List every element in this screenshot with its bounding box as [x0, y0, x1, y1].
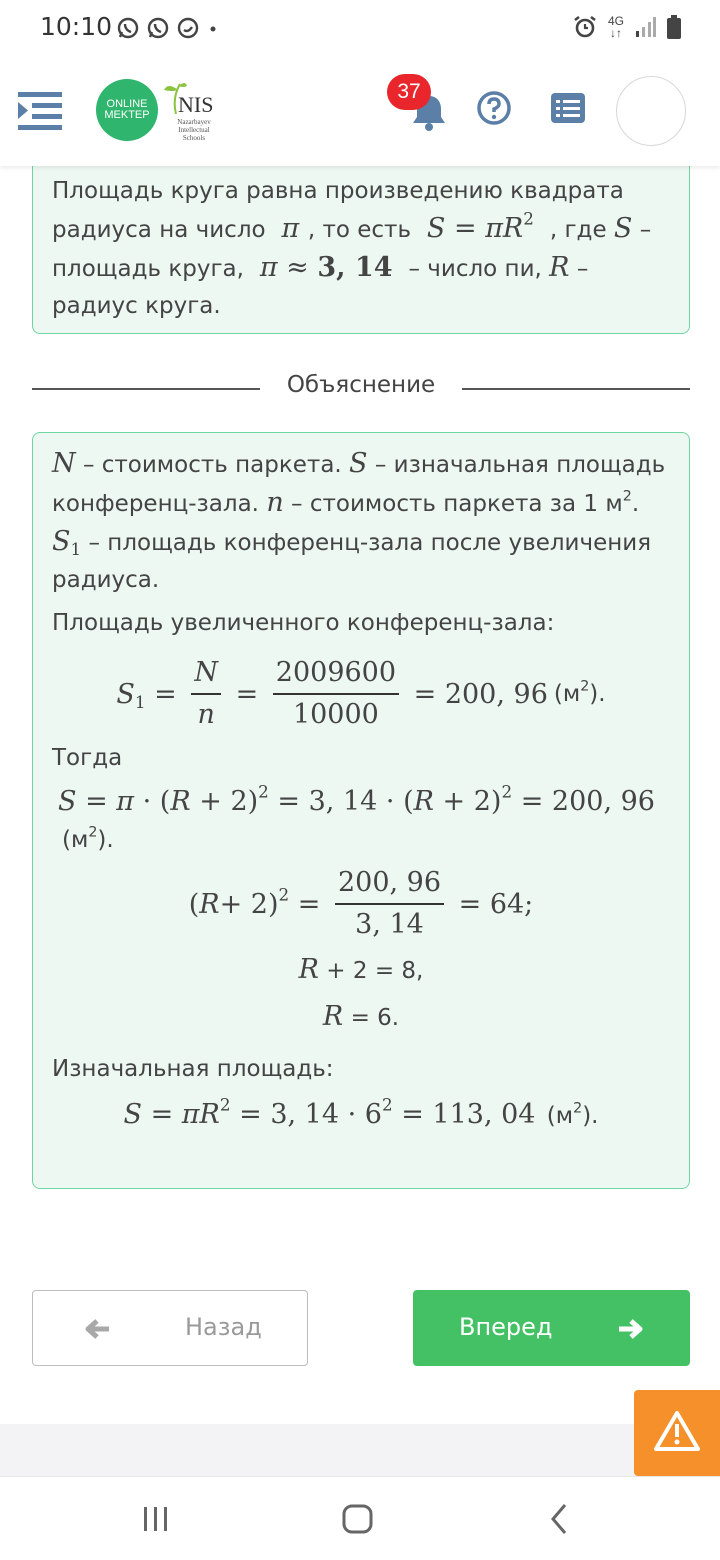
- explain-text-3: – стоимость паркета за 1 м: [291, 491, 623, 517]
- initial-area-equation: $S = \pi R^2 = 3$, $14 \cdot 6^2 = 113$, 04 $(м^2)$.: [123, 1094, 599, 1130]
- notification-badge: 37: [387, 74, 431, 110]
- eq-coef: 3, 14: [308, 786, 378, 817]
- n-small-symbol: n: [266, 487, 284, 518]
- menu-toggle-icon[interactable]: [14, 88, 64, 132]
- r-plus-2-line: R + 2 = 8,: [298, 954, 424, 985]
- content-card: [0, 56, 720, 1424]
- arrow-left-icon: [83, 1317, 111, 1341]
- next-button-label: Вперед: [459, 1313, 553, 1341]
- then-label: Тогда: [52, 745, 123, 771]
- r-value-line: R = 6.: [322, 1001, 400, 1032]
- unit-m2: $(м^2)$.: [553, 677, 606, 707]
- recent-apps-icon[interactable]: [136, 1499, 176, 1539]
- hint-text-1: Площадь круга равна произведению квадрата радиуса на число: [52, 178, 624, 243]
- fraction-denominator: 10000: [273, 693, 399, 735]
- explain-text-4: – площадь конференц-зала после увеличения радиуса.: [52, 530, 652, 593]
- unit-close: ).: [589, 680, 606, 707]
- sync-icon: [176, 16, 200, 40]
- s1-symbol: $S_1$: [52, 526, 82, 560]
- hint-text-3: , где: [549, 217, 607, 243]
- nis-title: NIS: [178, 92, 214, 117]
- r-plus-2-text: + 2 = 8,: [326, 958, 424, 984]
- network-label: 4G: [607, 14, 624, 28]
- initial-result: 113, 04: [432, 1099, 536, 1130]
- app-header: [0, 56, 720, 166]
- status-notification-icons: [116, 16, 220, 40]
- value-fraction: [273, 653, 399, 735]
- hint-text-4: – площадь круга,: [52, 217, 652, 282]
- list-icon[interactable]: [550, 92, 586, 124]
- help-icon[interactable]: [476, 90, 512, 126]
- r-fraction: [335, 863, 444, 945]
- back-nav-icon[interactable]: [540, 1499, 580, 1539]
- nis-logo: [160, 78, 220, 144]
- arrow-right-icon: [617, 1317, 645, 1341]
- logo-text-online: ONLINE: [106, 98, 148, 110]
- nis-subtitle: Nazarbayev Intellectual Schools: [177, 118, 211, 142]
- divider-label: Объяснение: [286, 372, 436, 398]
- unit-m2-3: $(м^2)$.: [546, 1100, 599, 1129]
- unit-label: (м: [553, 680, 581, 707]
- fraction-numerator: 2009600: [275, 657, 397, 688]
- s-symbol-2: S: [349, 448, 368, 479]
- status-bar: [0, 0, 720, 56]
- battery-icon: [666, 14, 682, 40]
- hint-box: [32, 160, 690, 334]
- explain-text-2: – изначальная площадь конференц-зала.: [52, 452, 666, 517]
- s1-result: 200, 96: [444, 678, 548, 710]
- r-fraction-denominator: 3, 14: [335, 903, 444, 945]
- explain-text-1: – стоимость паркета.: [82, 452, 342, 478]
- pi-approx: π ≈ 3, 14: [251, 252, 393, 283]
- explanation-divider: [32, 362, 690, 414]
- unit-label-3: (м: [546, 1103, 574, 1129]
- r-value-text: = 6.: [350, 1005, 400, 1031]
- initial-area-heading: Изначальная площадь:: [52, 1056, 334, 1082]
- new-area-heading: Площадь увеличенного конференц-зала:: [52, 610, 555, 636]
- r-fraction-numerator: 200, 96: [337, 867, 442, 898]
- hint-text-2: , то есть: [307, 217, 411, 243]
- s-equation: $S = \pi \cdot (R + 2)^2 = 3$, $14 \cdot (R + 2)^2 = 200$, 96 $(м^2)$.: [52, 783, 670, 859]
- logo-text-mektep: MEKTEP: [104, 109, 150, 121]
- home-icon[interactable]: [338, 1499, 378, 1539]
- back-button[interactable]: [32, 1290, 308, 1366]
- n-cap-symbol: N: [52, 448, 76, 479]
- online-mektep-logo[interactable]: [96, 79, 158, 141]
- signal-icon: [634, 15, 656, 39]
- pi-value: 3, 14: [317, 252, 393, 283]
- dot-icon: [206, 16, 220, 40]
- initial-coef: 3, 14: [270, 1099, 340, 1130]
- area-formula: $S = \pi R^2$: [418, 208, 534, 244]
- r-fraction-result: 64;: [489, 888, 534, 920]
- explanation-box: [32, 432, 690, 1189]
- unit-close-3: ).: [582, 1103, 599, 1129]
- status-time: 10:10: [40, 12, 113, 41]
- unit-m2-2: $(м^2)$.: [62, 824, 114, 853]
- hint-text-6: – радиус круга.: [52, 256, 589, 319]
- hint-text-5: – число пи,: [408, 256, 542, 282]
- unit-label-2: (м: [62, 827, 89, 853]
- divider-line-right: [462, 388, 690, 390]
- report-problem-button[interactable]: [634, 1390, 720, 1476]
- warning-icon: [654, 1410, 700, 1452]
- unit-close-2: ).: [97, 827, 114, 853]
- avatar[interactable]: [616, 76, 686, 146]
- pi-symbol: π: [272, 213, 308, 244]
- whatsapp-icon: [116, 16, 140, 40]
- r-plus-2-equation: ( R + 2)$^2$ = $\frac{200, 96}{3, 14}$ = 64;: [52, 859, 670, 949]
- status-system-icons: [572, 14, 682, 40]
- alarm-icon: [572, 14, 598, 40]
- eq-rhs: 200, 96: [551, 786, 655, 817]
- whatsapp-icon: [146, 16, 170, 40]
- s1-equation: $S_1$ = $\frac{N}{n}$ = $\frac{2009600}{10000}$ = 200, 96 $(м^2)$.: [52, 648, 670, 740]
- system-nav-bar: [0, 1476, 720, 1560]
- back-button-label: Назад: [185, 1313, 262, 1341]
- s-symbol: S: [613, 213, 633, 244]
- r-symbol: R: [549, 252, 570, 283]
- variables-paragraph: N – стоимость паркета. S – изначальная площадь конференц-зала. n – стоимость паркета за 1 $м^2$. $S_1$ – площадь конференц-зала после увеличения радиуса.: [52, 448, 666, 593]
- next-button[interactable]: [413, 1290, 690, 1366]
- n-over-n-fraction: $\frac{N}{n}$: [191, 653, 221, 735]
- network-type: 4G ↓↑: [607, 14, 624, 40]
